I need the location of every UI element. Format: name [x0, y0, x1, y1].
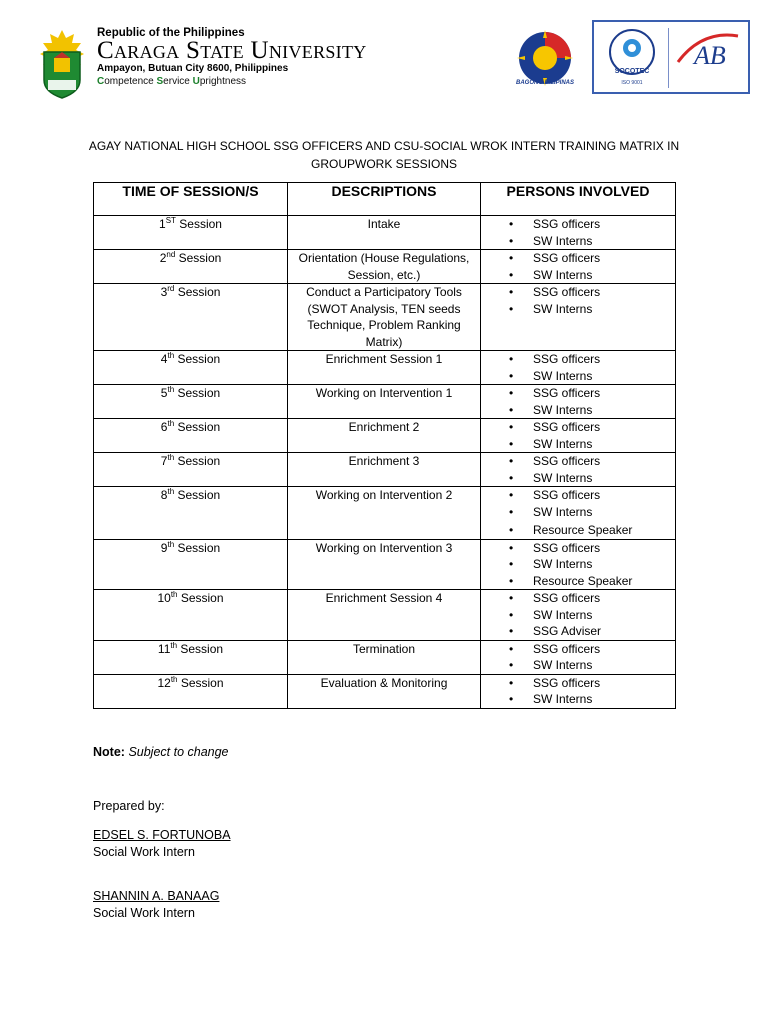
table-row [94, 453, 676, 487]
session-cell [94, 250, 288, 284]
pab-accreditation-icon [672, 28, 744, 72]
description-cell: Working on Intervention 1 [288, 385, 481, 419]
university-header [97, 27, 367, 89]
table-row [94, 216, 676, 250]
session-number: 8 [160, 488, 168, 502]
persons-list [509, 641, 675, 674]
session-label: Session [174, 386, 221, 400]
signatory-block [93, 888, 219, 922]
description-cell: Intake [288, 216, 481, 250]
session-cell [94, 284, 288, 351]
session-cell [94, 590, 288, 641]
university-name-text: Caraga State University [97, 37, 367, 64]
description-cell: Enrichment Session 4 [288, 590, 481, 641]
signatory-block [93, 827, 231, 861]
motto-word: ervice [163, 76, 190, 87]
session-number: 6 [160, 420, 168, 434]
signatory-name: SHANNIN A. BANAAG [93, 889, 220, 903]
table-header-row [94, 183, 676, 216]
session-cell [94, 539, 288, 590]
republic-label: Republic of the Philippines [97, 27, 245, 39]
session-label: Session [174, 488, 221, 502]
list-item: • SW Interns [509, 402, 675, 419]
persons-list [509, 250, 675, 283]
persons-cell [481, 419, 676, 453]
column-header-time: TIME OF SESSION/S [94, 183, 288, 216]
list-item: • SSG officers [509, 590, 675, 607]
signatory-role: Social Work Intern [93, 906, 195, 920]
session-cell [94, 419, 288, 453]
list-item: • SSG officers [509, 675, 675, 692]
session-ordinal-suffix: th [170, 590, 178, 599]
list-item: • SSG officers [509, 540, 675, 557]
description-cell: Conduct a Participatory Tools (SWOT Analysis, TEN seeds Technique, Problem Ranking Matrix) [288, 284, 481, 351]
column-header-persons: PERSONS INVOLVED [481, 183, 676, 216]
list-item: • SSG officers [509, 216, 675, 233]
session-ordinal-suffix: th [167, 385, 175, 394]
persons-cell [481, 453, 676, 487]
persons-cell [481, 640, 676, 674]
session-ordinal-suffix: th [167, 351, 175, 360]
motto-initial: U [192, 76, 200, 87]
document-title-line: GROUPWORK SESSIONS [310, 157, 458, 171]
session-label: Session [177, 591, 224, 605]
session-label: Session [174, 420, 221, 434]
list-item: • SW Interns [509, 233, 675, 250]
persons-cell [481, 539, 676, 590]
persons-list [509, 385, 675, 418]
table-row [94, 385, 676, 419]
document-title [70, 137, 698, 173]
list-item: • SW Interns [509, 607, 675, 624]
certification-divider [668, 28, 669, 88]
list-item: • SW Interns [509, 368, 675, 385]
list-item: • Resource Speaker [509, 573, 675, 590]
session-ordinal-suffix: th [167, 419, 175, 428]
university-address: Ampayon, Butuan City 8600, Philippines [97, 63, 289, 74]
list-item: • SW Interns [509, 556, 675, 573]
session-number: 1 [159, 217, 166, 231]
session-number: 2 [159, 251, 167, 265]
list-item: • SSG officers [509, 419, 675, 436]
description-cell: Orientation (House Regulations, Session, etc.) [288, 250, 481, 284]
socotec-label: SOCOTEC [614, 68, 650, 75]
persons-list [509, 216, 675, 249]
motto-word: prightness [199, 76, 247, 87]
persons-list [509, 351, 675, 384]
table-row [94, 487, 676, 540]
list-item: • SSG officers [509, 351, 675, 368]
description-cell: Enrichment Session 1 [288, 351, 481, 385]
persons-list [509, 284, 675, 317]
document-title-line: AGAY NATIONAL HIGH SCHOOL SSG OFFICERS AND CSU-SOCIAL WROK INTERN TRAINING MATRIX IN [88, 139, 680, 153]
description-cell: Enrichment 2 [288, 419, 481, 453]
note-label: Note: [93, 745, 125, 759]
signatory-role: Social Work Intern [93, 845, 195, 859]
session-ordinal-suffix: th [167, 539, 175, 549]
certification-box [592, 20, 750, 94]
persons-list [509, 590, 675, 640]
note-text: Subject to change [128, 745, 229, 759]
motto-initial: C [97, 76, 105, 87]
session-label: Session [174, 454, 221, 468]
session-ordinal-suffix: ST [165, 216, 176, 225]
letterhead [0, 0, 768, 110]
motto-word: ompetence [104, 76, 154, 87]
session-label: Session [177, 641, 224, 656]
persons-cell [481, 385, 676, 419]
session-ordinal-suffix: th [167, 487, 175, 496]
session-ordinal-suffix: nd [166, 250, 176, 259]
session-ordinal-suffix: th [167, 453, 175, 462]
list-item: • SW Interns [509, 691, 675, 708]
session-cell [94, 385, 288, 419]
description-cell: Termination [288, 640, 481, 674]
university-name [97, 37, 367, 64]
session-number: 5 [160, 386, 168, 400]
session-label: Session [174, 540, 221, 555]
table-body [94, 216, 676, 709]
list-item: • SW Interns [509, 470, 675, 487]
session-cell [94, 453, 288, 487]
persons-cell [481, 216, 676, 250]
description-cell: Enrichment 3 [288, 453, 481, 487]
signatory-name: EDSEL S. FORTUNOBA [93, 828, 231, 842]
pab-text: AB [694, 41, 726, 70]
table-row [94, 590, 676, 641]
list-item: • SW Interns [509, 657, 675, 674]
persons-cell [481, 674, 676, 708]
list-item: • SW Interns [509, 504, 675, 521]
session-ordinal-suffix: th [170, 674, 178, 684]
persons-list [509, 675, 675, 708]
list-item: • SSG officers [509, 453, 675, 470]
session-number: 11 [157, 641, 171, 656]
session-label: Session [175, 251, 222, 265]
session-label: Session [174, 285, 221, 299]
session-number: 9 [160, 540, 168, 555]
table-row [94, 539, 676, 590]
session-label: Session [175, 217, 222, 231]
session-label: Session [177, 675, 224, 690]
persons-cell [481, 351, 676, 385]
prepared-by-label: Prepared by: [93, 799, 165, 813]
persons-list [509, 540, 675, 590]
list-item: • SW Interns [509, 267, 675, 284]
session-number: 4 [160, 352, 168, 366]
motto-initial: S [156, 76, 164, 87]
list-item: • Resource Speaker [509, 522, 675, 539]
session-number: 3 [160, 285, 168, 299]
list-item: • SSG officers [509, 284, 675, 301]
session-label: Session [174, 352, 221, 366]
note [93, 745, 229, 759]
table-row [94, 674, 676, 708]
session-number: 12 [157, 675, 171, 690]
table-row [94, 419, 676, 453]
training-matrix-table [93, 182, 676, 709]
session-number: 10 [157, 591, 171, 605]
list-item: • SW Interns [509, 436, 675, 453]
session-cell [94, 674, 288, 708]
table-row [94, 351, 676, 385]
description-cell: Evaluation & Monitoring [288, 674, 481, 708]
list-item: • SW Interns [509, 301, 675, 318]
session-cell [94, 487, 288, 540]
list-item: • SSG officers [509, 385, 675, 402]
bagong-pilipinas-label: BAGONG PILIPINAS [515, 80, 574, 86]
session-cell [94, 216, 288, 250]
table-row [94, 250, 676, 284]
list-item: • SSG officers [509, 487, 675, 504]
persons-cell [481, 284, 676, 351]
session-ordinal-suffix: th [170, 640, 178, 650]
university-seal-icon [30, 22, 94, 102]
university-motto [97, 75, 367, 89]
description-cell: Working on Intervention 2 [288, 487, 481, 540]
persons-cell [481, 590, 676, 641]
persons-cell [481, 250, 676, 284]
persons-list [509, 453, 675, 486]
session-cell [94, 640, 288, 674]
session-cell [94, 351, 288, 385]
list-item: • SSG Adviser [509, 623, 675, 640]
persons-list [509, 487, 675, 539]
table-row [94, 640, 676, 674]
table-row [94, 284, 676, 351]
description-cell: Working on Intervention 3 [288, 539, 481, 590]
persons-cell [481, 487, 676, 540]
persons-list [509, 419, 675, 452]
column-header-descriptions: DESCRIPTIONS [288, 183, 481, 216]
iso-label: ISO 9001 [621, 80, 643, 86]
session-ordinal-suffix: rd [167, 284, 175, 293]
list-item: • SSG officers [509, 250, 675, 267]
session-number: 7 [160, 454, 168, 468]
list-item: • SSG officers [509, 641, 675, 658]
